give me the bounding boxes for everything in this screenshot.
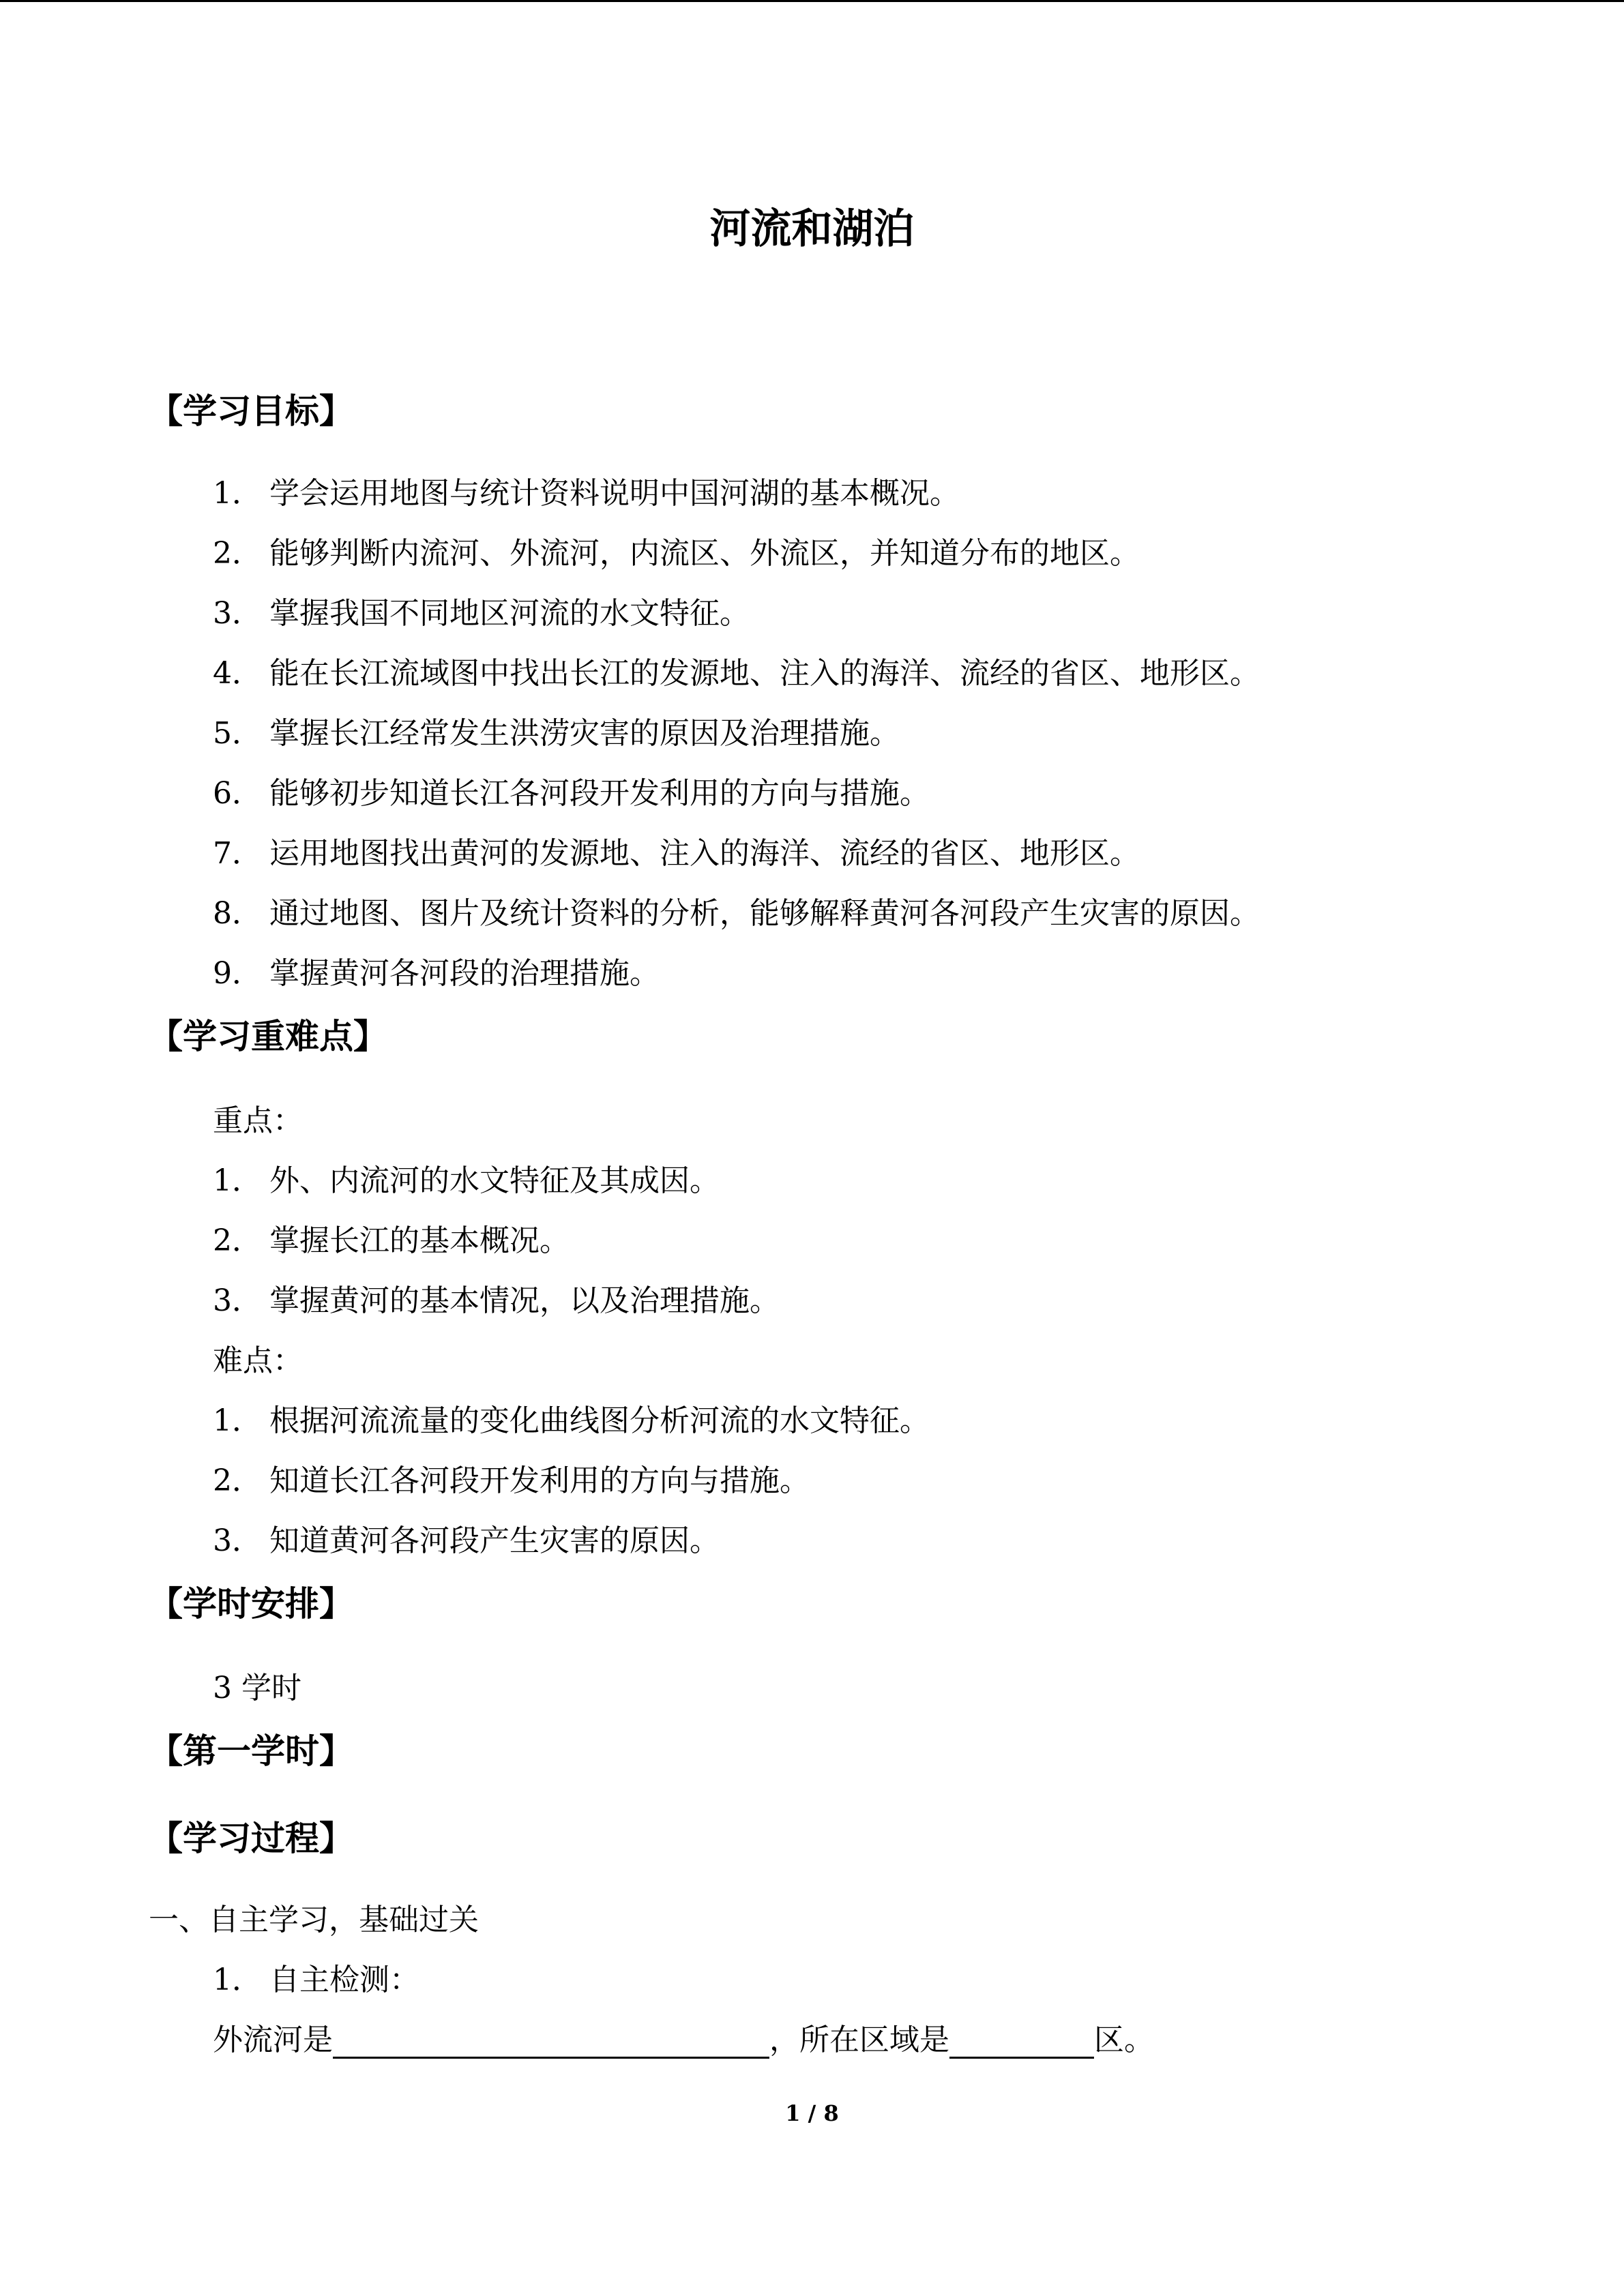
key-point-item: 1． 外、内流河的水文特征及其成因。 bbox=[213, 1163, 720, 1198]
objective-item: 7． 运用地图找出黄河的发源地、注入的海洋、流经的省区、地形区。 bbox=[213, 836, 1140, 871]
difficulty-item: 2． 知道长江各河段开发利用的方向与措施。 bbox=[213, 1463, 810, 1498]
heading-schedule: 【学时安排】 bbox=[149, 1584, 353, 1624]
objective-item: 6． 能够初步知道长江各河段开发利用的方向与措施。 bbox=[213, 776, 930, 811]
objective-item: 5． 掌握长江经常发生洪涝灾害的原因及治理措施。 bbox=[213, 716, 900, 751]
heading-process: 【学习过程】 bbox=[149, 1819, 353, 1858]
difficulty-label: 难点： bbox=[213, 1343, 303, 1378]
heading-first-period: 【第一学时】 bbox=[149, 1731, 353, 1771]
heading-key-points: 【学习重难点】 bbox=[149, 1017, 387, 1056]
difficulty-item: 1． 根据河流流量的变化曲线图分析河流的水文特征。 bbox=[213, 1403, 930, 1438]
objective-item: 4． 能在长江流域图中找出长江的发源地、注入的海洋、流经的省区、地形区。 bbox=[213, 656, 1260, 691]
key-point-item: 3． 掌握黄河的基本情况，以及治理措施。 bbox=[213, 1283, 780, 1318]
objective-item: 8． 通过地图、图片及统计资料的分析，能够解释黄河各河段产生灾害的原因。 bbox=[213, 896, 1260, 931]
objective-item: 1． 学会运用地图与统计资料说明中国河湖的基本概况。 bbox=[213, 476, 960, 511]
document-title: 河流和湖泊 bbox=[709, 205, 915, 253]
top-border-rule bbox=[0, 0, 1624, 2]
schedule-text: 3 学时 bbox=[213, 1671, 301, 1705]
process-sub-item: 1． 自主检测： bbox=[213, 1963, 419, 1997]
objective-item: 9． 掌握黄河各河段的治理措施。 bbox=[213, 956, 660, 991]
answer-blank[interactable] bbox=[949, 2025, 1094, 2059]
difficulty-item: 3． 知道黄河各河段产生灾害的原因。 bbox=[213, 1523, 720, 1558]
key-point-item: 2． 掌握长江的基本概况。 bbox=[213, 1223, 570, 1258]
fill-in-blank-line: 外流河是 ，所在区域是 区。 bbox=[213, 2023, 1154, 2057]
answer-blank[interactable] bbox=[333, 2025, 769, 2059]
heading-objectives: 【学习目标】 bbox=[149, 391, 353, 431]
objective-item: 2． 能够判断内流河、外流河，内流区、外流区，并知道分布的地区。 bbox=[213, 536, 1140, 571]
page-number: 1 / 8 bbox=[785, 2100, 839, 2126]
objective-item: 3． 掌握我国不同地区河流的水文特征。 bbox=[213, 596, 750, 631]
process-part-title: 一、自主学习，基础过关 bbox=[149, 1903, 479, 1937]
key-points-label: 重点： bbox=[213, 1103, 303, 1138]
